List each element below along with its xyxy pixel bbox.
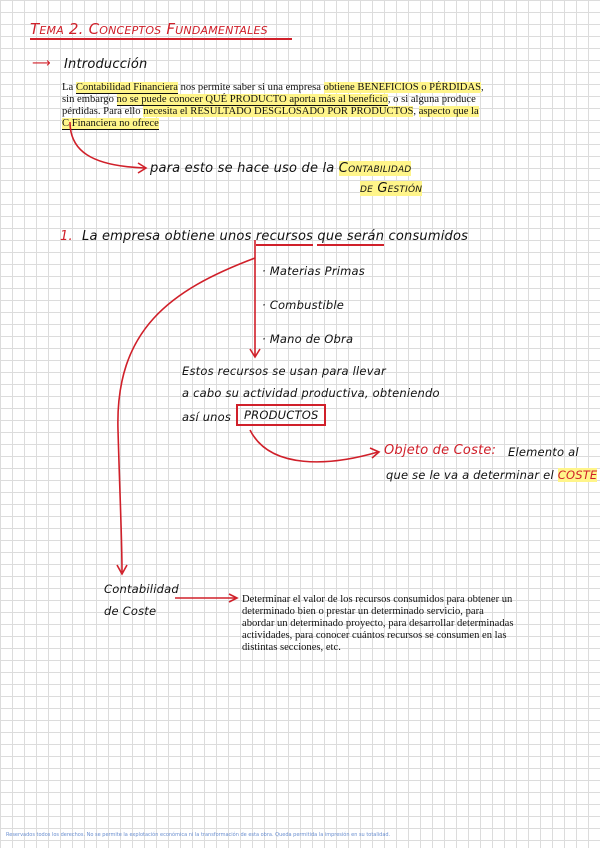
text: La bbox=[62, 82, 76, 93]
cost-accounting-label-1: Contabilidad bbox=[104, 582, 179, 596]
cost-object-def-1: Elemento al bbox=[508, 445, 579, 459]
cost-object-label: Objeto de Coste: bbox=[384, 443, 497, 458]
page-title: Tema 2. Conceptos Fundamentales bbox=[30, 20, 268, 38]
underlined: que serán bbox=[317, 229, 385, 244]
highlight: C.Financiera no ofrece bbox=[62, 118, 159, 129]
footer-note: Reservados todos los derechos. No se permite la explotación económica ni la transformación de esta obra. Queda permitida la impresión en su totalidad. bbox=[6, 832, 391, 838]
highlight: COSTE bbox=[557, 468, 598, 482]
text: sin embargo bbox=[62, 94, 117, 105]
text: La empresa obtiene unos bbox=[82, 229, 256, 244]
cost-accounting-label-2: de Coste bbox=[104, 604, 157, 618]
text: , bbox=[413, 106, 419, 117]
list-item: · Materias Primas bbox=[262, 264, 365, 278]
resources-para-1: Estos recursos se usan para llevar bbox=[182, 364, 386, 378]
highlight: necesita el RESULTADO DESGLOSADO POR PRODUCTOS bbox=[143, 106, 414, 117]
cost-accounting-def-3: abordar un determinado proyecto, para desarrollar determinadas bbox=[242, 618, 514, 629]
highlight: obtiene BENEFICIOS o PÉRDIDAS bbox=[323, 82, 481, 93]
cost-accounting-def-5: distintas secciones, etc. bbox=[242, 642, 341, 653]
arrow-right-icon: ⟶ bbox=[32, 56, 51, 71]
text: , o si alguna produce bbox=[387, 94, 476, 105]
list-item: · Mano de Obra bbox=[262, 332, 354, 346]
cost-accounting-def-1: Determinar el valor de los recursos consumidos para obtener un bbox=[242, 594, 513, 605]
text: para esto se hace uso de la bbox=[150, 161, 339, 176]
text: nos permite saber si una empresa bbox=[177, 82, 324, 93]
resources-para-3: así unos bbox=[182, 410, 232, 424]
text: que se le va a determinar el bbox=[386, 468, 558, 482]
resources-para-2: a cabo su actividad productiva, obteniendo bbox=[182, 386, 440, 400]
productos-box: PRODUCTOS bbox=[236, 404, 326, 426]
highlight: aspecto que la bbox=[418, 106, 479, 117]
highlight: Contabilidad Financiera bbox=[75, 82, 178, 93]
text: , bbox=[480, 82, 484, 93]
highlight: de Gestión bbox=[360, 181, 423, 196]
underlined: recursos bbox=[255, 229, 314, 244]
highlight: Contabilidad bbox=[338, 161, 412, 176]
list-item: · Combustible bbox=[262, 298, 345, 312]
text: pérdidas. Para ello bbox=[62, 106, 144, 117]
text: consumidos bbox=[384, 229, 469, 244]
highlight: no se puede conocer QUÉ PRODUCTO aporta más al beneficio bbox=[116, 94, 388, 105]
cost-accounting-def-4: actividades, para conocer cuántos recursos se consumen en las bbox=[242, 630, 507, 641]
cost-accounting-def-2: determinado bien o prestar un determinado servicio, para bbox=[242, 606, 484, 617]
section-number: 1. bbox=[60, 229, 73, 244]
intro-heading: Introducción bbox=[64, 57, 148, 72]
